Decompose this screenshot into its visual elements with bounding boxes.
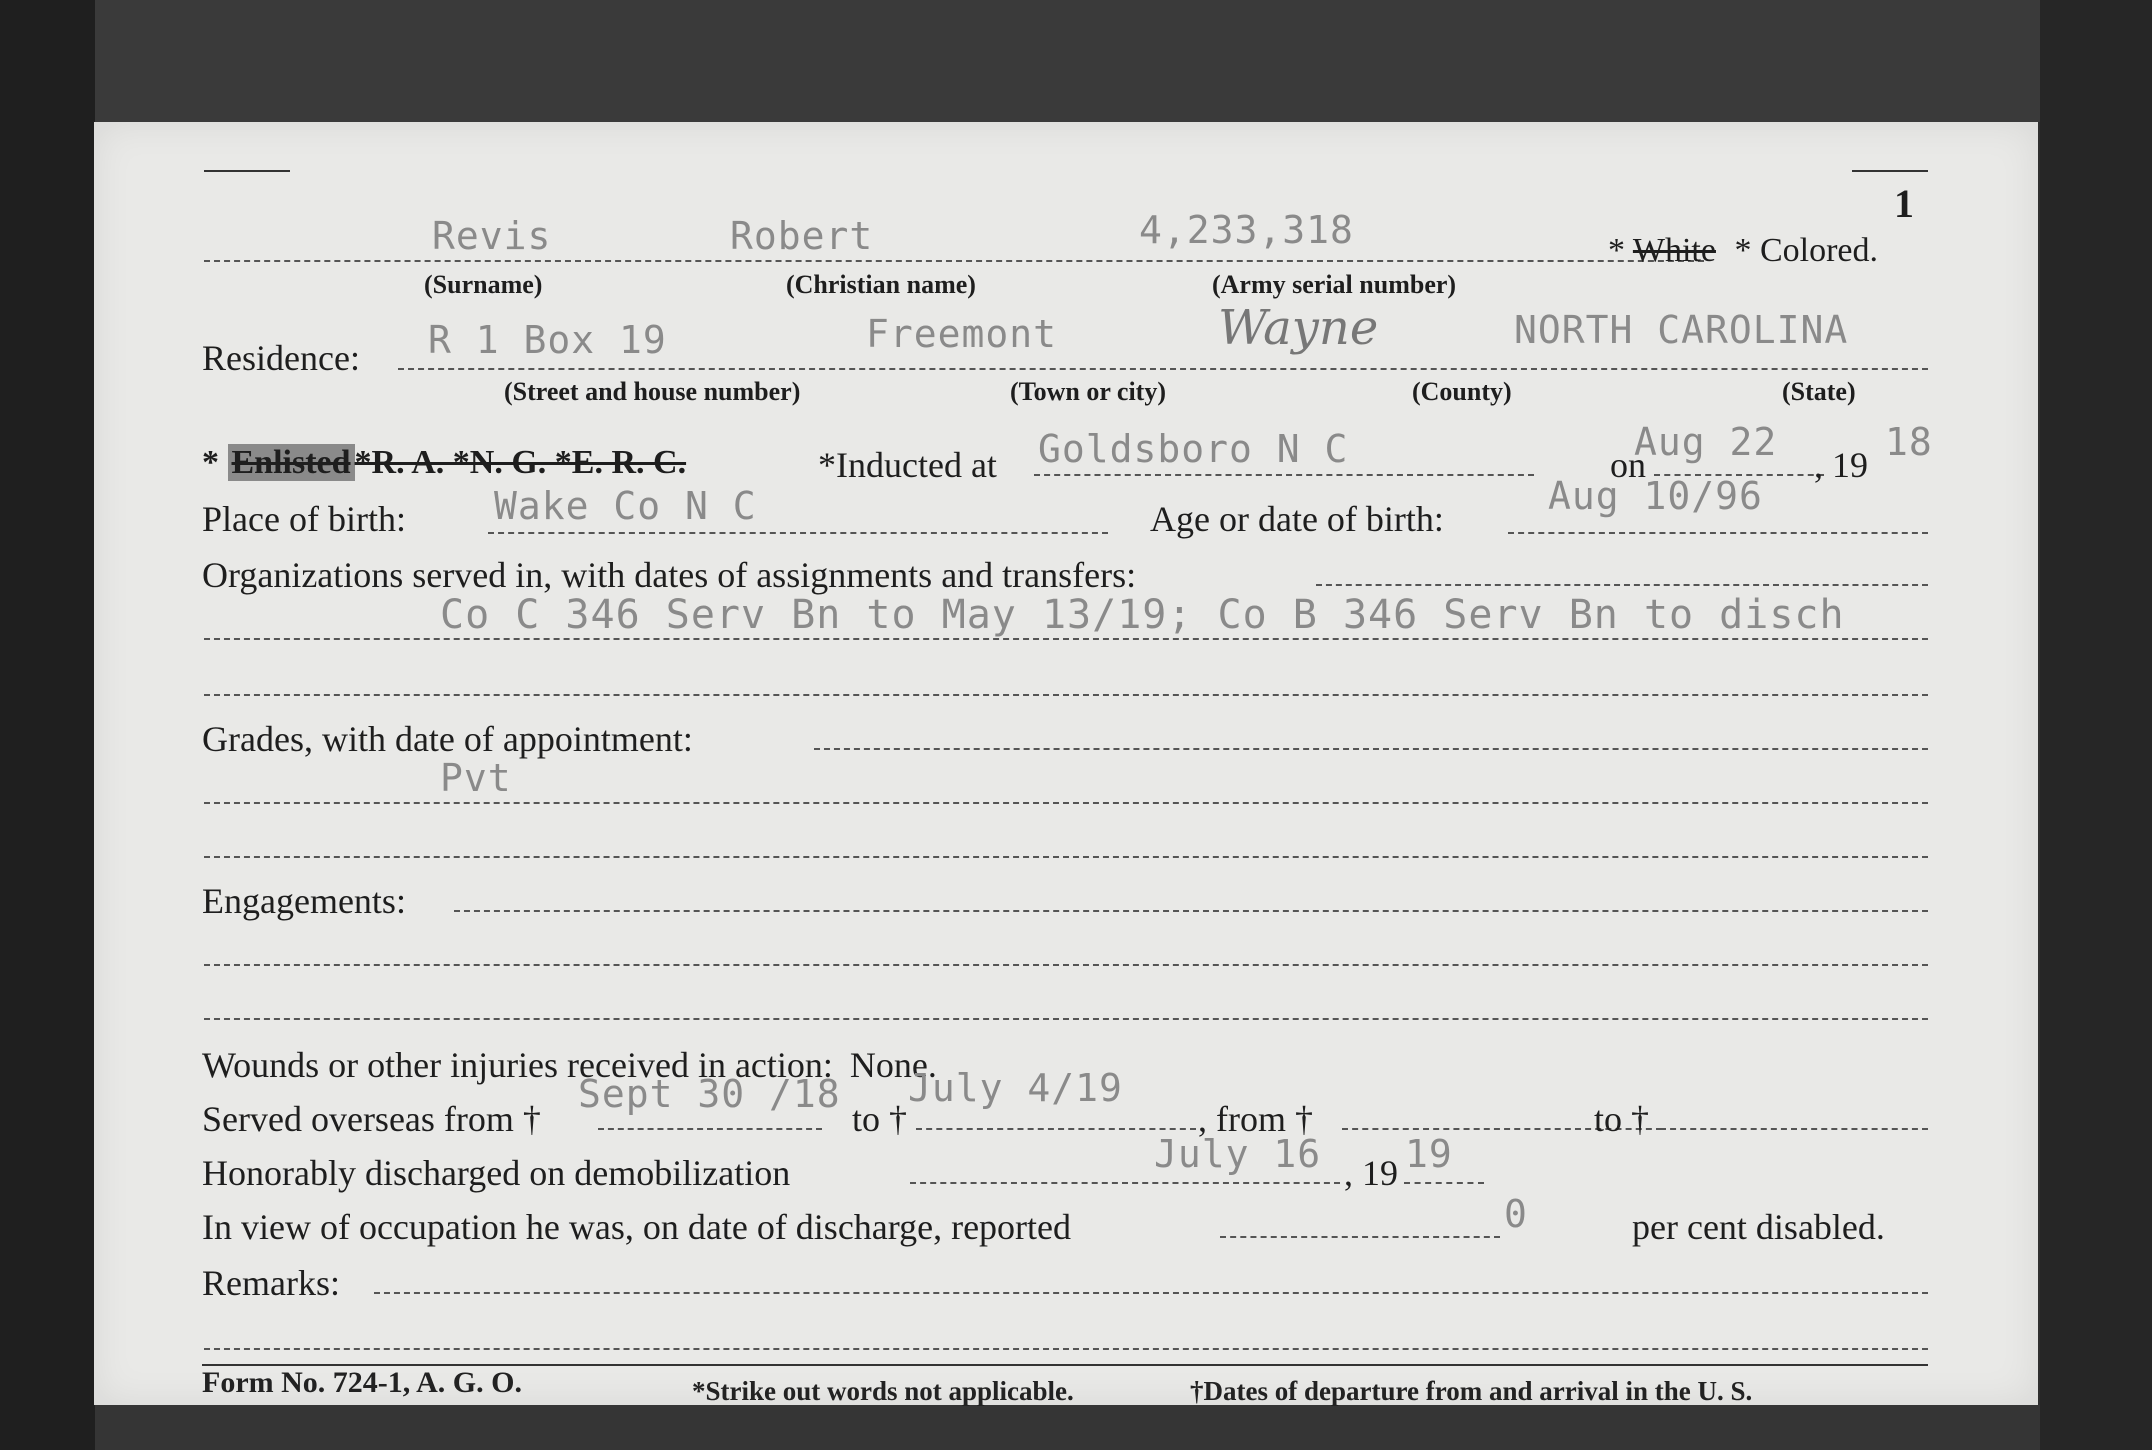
grades-value: Pvt [440, 756, 512, 800]
discharge-year-prefix: , 19 [1344, 1153, 1398, 1193]
on-label: on [1610, 445, 1646, 485]
overseas-from-value: Sept 30 /18 [578, 1072, 841, 1116]
birth-date-line [1508, 532, 1928, 534]
organizations-label: Organizations served in, with dates of assignments and transfers: [202, 555, 1137, 595]
serial-number-value: 4,233,318 [1139, 208, 1354, 252]
form-number: Form No. 724-1, A. G. O. [202, 1366, 522, 1399]
race-colored: Colored. [1759, 232, 1879, 269]
street-value: R 1 Box 19 [428, 318, 667, 362]
county-value: Wayne [1218, 300, 1379, 356]
header-line [204, 260, 1704, 262]
inducted-place-value: Goldsboro N C [1038, 427, 1349, 471]
enlisted-struck: Enlisted [228, 444, 355, 481]
background-left [0, 0, 95, 1450]
card-number: 1 [1894, 181, 1914, 226]
engagements-line-2 [204, 964, 1928, 966]
serial-caption: (Army serial number) [1212, 270, 1457, 299]
race-white: White [1632, 232, 1716, 269]
engagements-label: Engagements: [202, 881, 406, 921]
discharge-date-value: July 16 [1154, 1132, 1322, 1176]
organizations-line-2 [204, 638, 1928, 640]
county-caption: (County) [1412, 377, 1512, 406]
organizations-line-3 [204, 694, 1928, 696]
overseas-to2-line [1660, 1128, 1928, 1130]
grades-label: Grades, with date of appointment: [202, 719, 693, 759]
overseas-to-value: July 4/19 [908, 1066, 1123, 1110]
remarks-label: Remarks: [202, 1263, 340, 1303]
footer-note-dates: †Dates of departure from and arrival in the U. S. [1190, 1376, 1753, 1406]
town-value: Freemont [866, 312, 1058, 356]
state-caption: (State) [1782, 377, 1856, 406]
race-options [1608, 232, 1878, 270]
remarks-line-2 [204, 1348, 1928, 1350]
christian-name-value: Robert [730, 214, 874, 258]
engagements-line-3 [204, 1018, 1928, 1020]
background-bottom [95, 1405, 2040, 1450]
grades-line-1 [814, 748, 1928, 750]
place-of-birth-value: Wake Co N C [494, 484, 757, 528]
overseas-from-label: Served overseas from † [202, 1099, 541, 1139]
overseas-to-line [916, 1128, 1196, 1130]
footer-note-strike: *Strike out words not applicable. [692, 1376, 1074, 1406]
overseas-from-line [598, 1128, 822, 1130]
service-record-card [94, 122, 2038, 1405]
discharge-year-line [1404, 1182, 1484, 1184]
background-right [2040, 0, 2152, 1450]
grades-line-2 [204, 802, 1928, 804]
overseas-from2-label: , from † [1198, 1099, 1313, 1139]
residence-label: Residence: [202, 338, 360, 378]
organizations-value: Co C 346 Serv Bn to May 13/19; Co B 346 Serv Bn to disch [440, 592, 1845, 638]
birth-date-value: Aug 10/96 [1548, 474, 1763, 518]
discharge-line [910, 1182, 1340, 1184]
disability-label: In view of occupation he was, on date of discharge, reported [202, 1207, 1072, 1247]
wounds-label-text: Wounds or other injuries received in action: [202, 1045, 833, 1085]
wounds-value: None. [849, 1045, 937, 1085]
top-right-rule [1852, 170, 1928, 172]
inducted-label: *Inducted at [818, 445, 997, 485]
place-of-birth-label: Place of birth: [202, 499, 406, 539]
disability-line [1220, 1236, 1500, 1238]
state-value: NORTH CAROLINA [1514, 308, 1849, 352]
christian-name-caption: (Christian name) [786, 270, 976, 299]
organizations-line-1 [1316, 584, 1928, 586]
inducted-year-value: 18 [1885, 420, 1933, 464]
inducted-line [1034, 474, 1534, 476]
grades-line-3 [204, 856, 1928, 858]
race-asterisk: * [1734, 232, 1752, 269]
discharge-label: Honorably discharged on demobilization [202, 1153, 791, 1193]
residence-line [398, 368, 1928, 370]
surname-value: Revis [432, 214, 552, 258]
top-left-rule [204, 170, 290, 172]
surname-caption: (Surname) [424, 270, 543, 299]
place-of-birth-line [488, 532, 1108, 534]
town-caption: (Town or city) [1010, 377, 1166, 406]
race-asterisk: * [1608, 232, 1625, 269]
discharge-year-value: 19 [1405, 1132, 1453, 1176]
street-caption: (Street and house number) [504, 377, 801, 406]
overseas-to-label: to † [852, 1099, 908, 1139]
age-label: Age or date of birth: [1150, 499, 1444, 539]
induction-options [202, 444, 686, 482]
inducted-year-prefix: , 19 [1814, 445, 1868, 485]
induction-struck-options: *R. A. *N. G. *E. R. C. [354, 444, 687, 481]
disability-value: 0 [1504, 1192, 1528, 1236]
remarks-line-1 [374, 1292, 1928, 1294]
induction-asterisk: * [202, 444, 228, 481]
disability-suffix: per cent disabled. [1632, 1207, 1885, 1247]
inducted-date-value: Aug 22 [1634, 420, 1778, 464]
overseas-to2-label: to † [1594, 1099, 1650, 1139]
background-top [95, 0, 2152, 122]
engagements-line-1 [454, 910, 1928, 912]
